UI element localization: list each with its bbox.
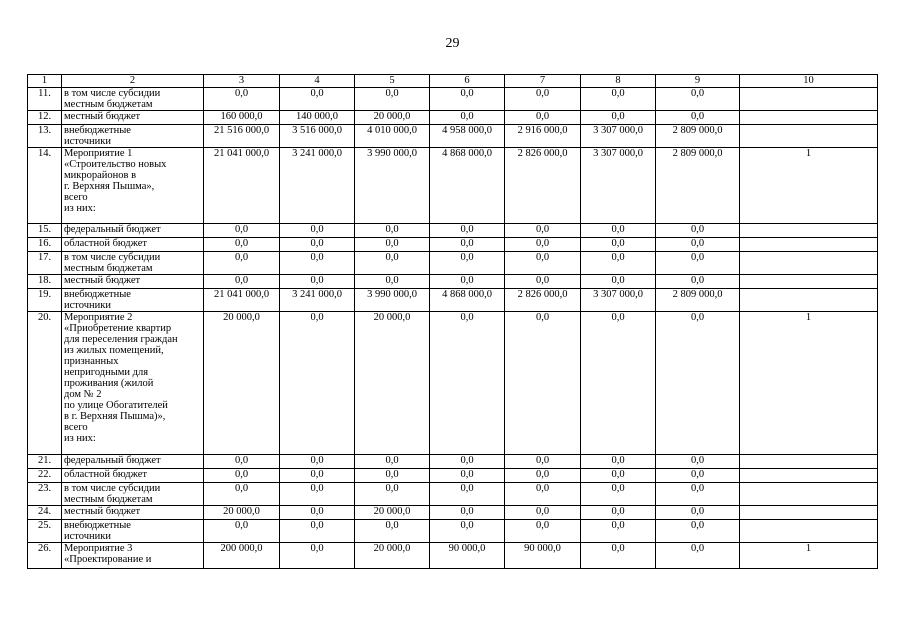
row-name: местный бюджет — [62, 275, 204, 289]
row-name: федеральный бюджет — [62, 224, 204, 238]
goal-ref-cell — [740, 506, 878, 520]
goal-ref-cell — [740, 252, 878, 275]
table-row — [28, 455, 878, 469]
row-number: 14. — [28, 148, 62, 224]
value-cell-col6: 0,0 — [430, 275, 505, 289]
value-cell-col6: 0,0 — [430, 312, 505, 455]
row-name: внебюджетные источники — [62, 520, 204, 543]
value-cell-col6: 0,0 — [430, 252, 505, 275]
value-cell-col6: 0,0 — [430, 506, 505, 520]
goal-ref-cell: 1 — [740, 148, 878, 224]
value-cell-col8: 0,0 — [581, 238, 656, 252]
header-cell: 8 — [581, 75, 656, 88]
row-name: местный бюджет — [62, 506, 204, 520]
row-name: местный бюджет — [62, 111, 204, 125]
header-cell: 6 — [430, 75, 505, 88]
row-name: областной бюджет — [62, 469, 204, 483]
value-cell-col9: 0,0 — [656, 275, 740, 289]
row-name: федеральный бюджет — [62, 455, 204, 469]
value-cell-col8: 0,0 — [581, 252, 656, 275]
value-cell-col3: 0,0 — [204, 224, 280, 238]
goal-ref-cell: 1 — [740, 543, 878, 569]
header-cell: 5 — [355, 75, 430, 88]
value-cell-col7: 90 000,0 — [505, 543, 581, 569]
header-cell: 7 — [505, 75, 581, 88]
row-number: 20. — [28, 312, 62, 455]
value-cell-col7: 0,0 — [505, 483, 581, 506]
value-cell-col6: 0,0 — [430, 88, 505, 111]
value-cell-col9: 0,0 — [656, 455, 740, 469]
value-cell-col4: 0,0 — [280, 506, 355, 520]
table-row — [28, 289, 878, 312]
value-cell-col7: 2 826 000,0 — [505, 289, 581, 312]
row-number: 26. — [28, 543, 62, 569]
row-name: внебюджетные источники — [62, 289, 204, 312]
row-name: в том числе субсидии местным бюджетам — [62, 483, 204, 506]
table-row — [28, 125, 878, 148]
table-row — [28, 312, 878, 455]
table-row — [28, 224, 878, 238]
value-cell-col5: 0,0 — [355, 520, 430, 543]
value-cell-col7: 0,0 — [505, 224, 581, 238]
value-cell-col7: 0,0 — [505, 111, 581, 125]
table-header-row — [28, 75, 878, 88]
goal-ref-cell — [740, 275, 878, 289]
value-cell-col6: 0,0 — [430, 238, 505, 252]
value-cell-col5: 0,0 — [355, 483, 430, 506]
row-number: 18. — [28, 275, 62, 289]
value-cell-col4: 140 000,0 — [280, 111, 355, 125]
value-cell-col7: 0,0 — [505, 520, 581, 543]
value-cell-col4: 0,0 — [280, 455, 355, 469]
value-cell-col9: 0,0 — [656, 543, 740, 569]
value-cell-col4: 0,0 — [280, 483, 355, 506]
value-cell-col8: 0,0 — [581, 469, 656, 483]
value-cell-col4: 3 241 000,0 — [280, 148, 355, 224]
value-cell-col7: 0,0 — [505, 506, 581, 520]
value-cell-col8: 0,0 — [581, 455, 656, 469]
value-cell-col8: 3 307 000,0 — [581, 125, 656, 148]
budget-table — [27, 74, 878, 569]
value-cell-col4: 0,0 — [280, 238, 355, 252]
table-row — [28, 520, 878, 543]
value-cell-col8: 0,0 — [581, 483, 656, 506]
value-cell-col3: 160 000,0 — [204, 111, 280, 125]
value-cell-col5: 20 000,0 — [355, 111, 430, 125]
value-cell-col5: 0,0 — [355, 238, 430, 252]
value-cell-col5: 0,0 — [355, 455, 430, 469]
value-cell-col7: 0,0 — [505, 312, 581, 455]
header-cell: 9 — [656, 75, 740, 88]
value-cell-col6: 0,0 — [430, 469, 505, 483]
value-cell-col4: 3 516 000,0 — [280, 125, 355, 148]
value-cell-col5: 20 000,0 — [355, 312, 430, 455]
value-cell-col3: 0,0 — [204, 520, 280, 543]
value-cell-col7: 0,0 — [505, 455, 581, 469]
value-cell-col8: 0,0 — [581, 506, 656, 520]
row-name: внебюджетные источники — [62, 125, 204, 148]
value-cell-col9: 0,0 — [656, 252, 740, 275]
value-cell-col4: 0,0 — [280, 312, 355, 455]
goal-ref-cell — [740, 469, 878, 483]
value-cell-col4: 3 241 000,0 — [280, 289, 355, 312]
goal-ref-cell — [740, 483, 878, 506]
row-name: в том числе субсидии местным бюджетам — [62, 252, 204, 275]
row-name: областной бюджет — [62, 238, 204, 252]
value-cell-col4: 0,0 — [280, 224, 355, 238]
value-cell-col9: 0,0 — [656, 224, 740, 238]
value-cell-col9: 2 809 000,0 — [656, 289, 740, 312]
goal-ref-cell — [740, 238, 878, 252]
value-cell-col4: 0,0 — [280, 469, 355, 483]
value-cell-col8: 0,0 — [581, 224, 656, 238]
value-cell-col6: 0,0 — [430, 455, 505, 469]
value-cell-col5: 3 990 000,0 — [355, 289, 430, 312]
row-number: 17. — [28, 252, 62, 275]
value-cell-col5: 20 000,0 — [355, 506, 430, 520]
value-cell-col3: 0,0 — [204, 252, 280, 275]
value-cell-col3: 21 516 000,0 — [204, 125, 280, 148]
goal-ref-cell — [740, 125, 878, 148]
value-cell-col7: 2 826 000,0 — [505, 148, 581, 224]
header-cell: 3 — [204, 75, 280, 88]
table-row — [28, 252, 878, 275]
value-cell-col3: 0,0 — [204, 469, 280, 483]
row-name: Мероприятие 2 «Приобретение квартир для переселения граждан из жилых помещений, признанных непригодными для проживания (жилой дом № 2 по улице Обогатителей в г. Верхняя Пышма)», всего из них: — [62, 312, 204, 455]
row-number: 21. — [28, 455, 62, 469]
value-cell-col3: 0,0 — [204, 483, 280, 506]
value-cell-col9: 0,0 — [656, 111, 740, 125]
goal-ref-cell — [740, 520, 878, 543]
value-cell-col8: 0,0 — [581, 543, 656, 569]
value-cell-col3: 0,0 — [204, 88, 280, 111]
value-cell-col4: 0,0 — [280, 88, 355, 111]
value-cell-col9: 0,0 — [656, 312, 740, 455]
value-cell-col4: 0,0 — [280, 520, 355, 543]
row-number: 22. — [28, 469, 62, 483]
value-cell-col6: 0,0 — [430, 483, 505, 506]
value-cell-col7: 2 916 000,0 — [505, 125, 581, 148]
header-cell: 1 — [28, 75, 62, 88]
row-number: 24. — [28, 506, 62, 520]
value-cell-col6: 0,0 — [430, 111, 505, 125]
value-cell-col8: 0,0 — [581, 111, 656, 125]
value-cell-col5: 4 010 000,0 — [355, 125, 430, 148]
value-cell-col8: 0,0 — [581, 88, 656, 111]
value-cell-col9: 0,0 — [656, 88, 740, 111]
value-cell-col3: 0,0 — [204, 238, 280, 252]
row-number: 13. — [28, 125, 62, 148]
row-number: 19. — [28, 289, 62, 312]
value-cell-col9: 2 809 000,0 — [656, 148, 740, 224]
value-cell-col6: 90 000,0 — [430, 543, 505, 569]
value-cell-col7: 0,0 — [505, 252, 581, 275]
value-cell-col7: 0,0 — [505, 88, 581, 111]
value-cell-col3: 20 000,0 — [204, 506, 280, 520]
value-cell-col7: 0,0 — [505, 238, 581, 252]
table-row — [28, 543, 878, 569]
header-cell: 2 — [62, 75, 204, 88]
table-row — [28, 148, 878, 224]
value-cell-col6: 0,0 — [430, 520, 505, 543]
value-cell-col6: 4 868 000,0 — [430, 289, 505, 312]
value-cell-col5: 0,0 — [355, 224, 430, 238]
value-cell-col5: 3 990 000,0 — [355, 148, 430, 224]
row-number: 25. — [28, 520, 62, 543]
value-cell-col3: 20 000,0 — [204, 312, 280, 455]
row-name: Мероприятие 3 «Проектирование и — [62, 543, 204, 569]
goal-ref-cell — [740, 224, 878, 238]
table-row — [28, 469, 878, 483]
table-body — [28, 75, 878, 569]
value-cell-col8: 0,0 — [581, 520, 656, 543]
value-cell-col7: 0,0 — [505, 275, 581, 289]
value-cell-col9: 0,0 — [656, 483, 740, 506]
row-name: в том числе субсидии местным бюджетам — [62, 88, 204, 111]
row-number: 15. — [28, 224, 62, 238]
value-cell-col9: 0,0 — [656, 469, 740, 483]
value-cell-col9: 2 809 000,0 — [656, 125, 740, 148]
goal-ref-cell — [740, 111, 878, 125]
value-cell-col3: 200 000,0 — [204, 543, 280, 569]
row-number: 11. — [28, 88, 62, 111]
value-cell-col3: 21 041 000,0 — [204, 289, 280, 312]
value-cell-col8: 0,0 — [581, 312, 656, 455]
table-row — [28, 88, 878, 111]
value-cell-col5: 20 000,0 — [355, 543, 430, 569]
value-cell-col7: 0,0 — [505, 469, 581, 483]
value-cell-col8: 3 307 000,0 — [581, 148, 656, 224]
goal-ref-cell: 1 — [740, 312, 878, 455]
row-number: 23. — [28, 483, 62, 506]
value-cell-col5: 0,0 — [355, 252, 430, 275]
value-cell-col3: 21 041 000,0 — [204, 148, 280, 224]
value-cell-col5: 0,0 — [355, 469, 430, 483]
row-number: 12. — [28, 111, 62, 125]
table-row — [28, 506, 878, 520]
value-cell-col6: 4 868 000,0 — [430, 148, 505, 224]
table-row — [28, 275, 878, 289]
value-cell-col9: 0,0 — [656, 238, 740, 252]
header-cell: 4 — [280, 75, 355, 88]
goal-ref-cell — [740, 289, 878, 312]
value-cell-col6: 0,0 — [430, 224, 505, 238]
value-cell-col8: 3 307 000,0 — [581, 289, 656, 312]
page-number: 29 — [445, 36, 460, 51]
value-cell-col3: 0,0 — [204, 455, 280, 469]
table-row — [28, 483, 878, 506]
value-cell-col9: 0,0 — [656, 520, 740, 543]
value-cell-col4: 0,0 — [280, 543, 355, 569]
row-name: Мероприятие 1 «Строительство новых микрорайонов в г. Верхняя Пышма», всего из них: — [62, 148, 204, 224]
value-cell-col5: 0,0 — [355, 275, 430, 289]
value-cell-col4: 0,0 — [280, 252, 355, 275]
value-cell-col9: 0,0 — [656, 506, 740, 520]
goal-ref-cell — [740, 88, 878, 111]
value-cell-col3: 0,0 — [204, 275, 280, 289]
table-row — [28, 111, 878, 125]
header-cell: 10 — [740, 75, 878, 88]
goal-ref-cell — [740, 455, 878, 469]
value-cell-col6: 4 958 000,0 — [430, 125, 505, 148]
row-number: 16. — [28, 238, 62, 252]
value-cell-col8: 0,0 — [581, 275, 656, 289]
value-cell-col5: 0,0 — [355, 88, 430, 111]
value-cell-col4: 0,0 — [280, 275, 355, 289]
table-row — [28, 238, 878, 252]
